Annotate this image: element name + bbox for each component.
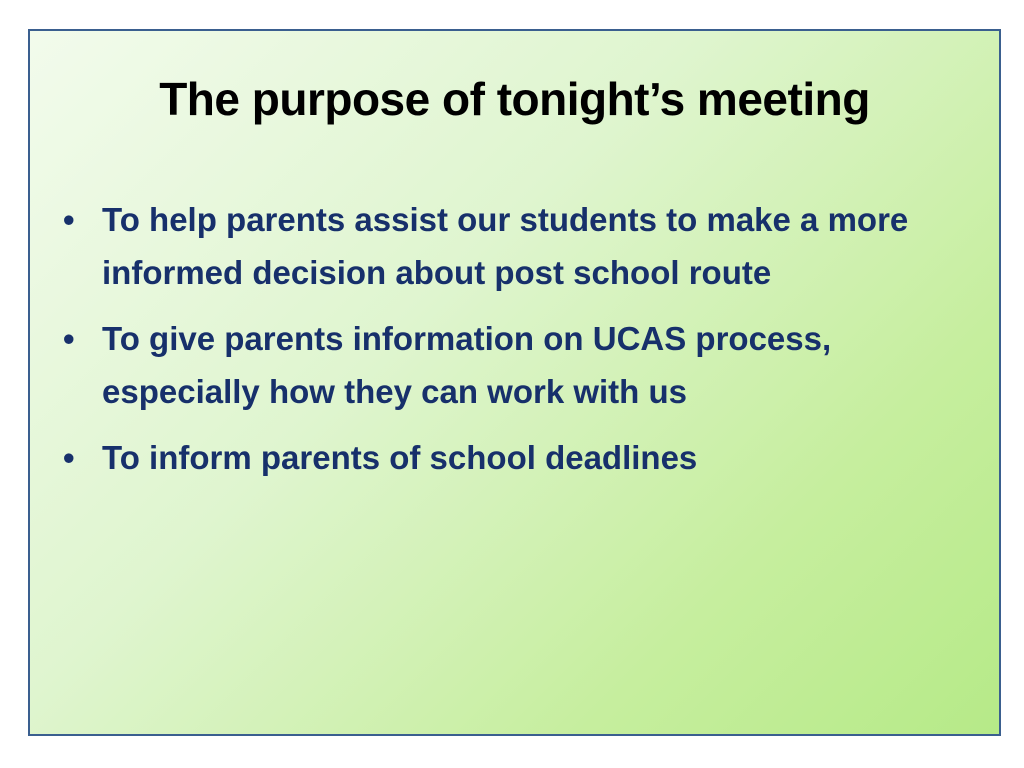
bullet-list	[60, 193, 970, 497]
bullet-text: To help parents assist our students to make a more informed decision about post school route	[102, 201, 909, 291]
bullet-text: To inform parents of school deadlines	[102, 439, 698, 476]
slide-title: The purpose of tonight’s meeting	[159, 73, 870, 125]
bullet-item	[60, 431, 970, 484]
slide-panel	[28, 29, 1001, 736]
bullet-text: To give parents information on UCAS process, especially how they can work with us	[102, 320, 832, 410]
bullet-icon: •	[63, 201, 75, 238]
bullet-icon: •	[63, 320, 75, 357]
bullet-item	[60, 312, 970, 418]
bullet-item	[60, 193, 970, 299]
bullet-icon: •	[63, 439, 75, 476]
